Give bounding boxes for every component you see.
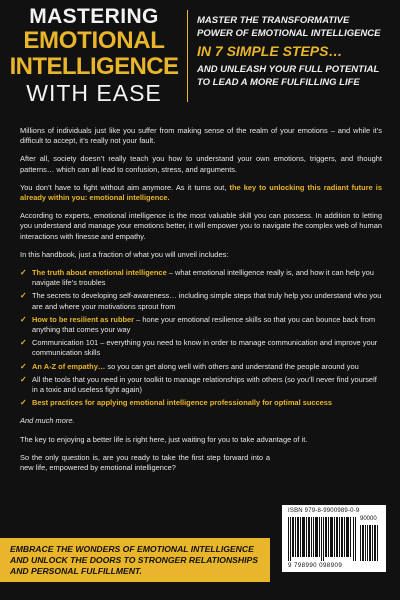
check-icon: ✓: [20, 291, 27, 301]
list-item: [20, 268, 382, 288]
tagline-highlight: IN 7 SIMPLE STEPS…: [197, 43, 343, 59]
list-item-text: – what emotional intelligence really is, and how it can help you navigate life’s troubles: [32, 268, 374, 288]
list-item-highlight: An A-Z of empathy…: [32, 361, 106, 371]
paragraph-1: Millions of individuals just like you suffer from making sense of the realm of your emotions – and while it’s difficult to accept, it’s really not your fault.: [20, 126, 382, 146]
barcode-digits: 9 798990 098909: [288, 562, 343, 569]
barcode-bars: [288, 517, 358, 561]
paragraph-4: According to experts, emotional intelligence is the most valuable skill you can possess. In addition to letting you understand and manage your emotions better, it will empower you to navigate the complex web of human interactions with finesse and empathy.: [20, 211, 382, 241]
book-title: [8, 6, 180, 106]
list-item-text: All the tools that you need in your toolkit to manage relationships with others (so you’ll never find yourself in a toxic and useless fight again): [32, 374, 377, 395]
list-item-text: The secrets to developing self-awareness… including simple steps that truly help you understand who you are and where your motivations sprout from: [32, 291, 382, 311]
paragraph-3: [20, 183, 382, 203]
paragraph-8: So the only question is, are you ready to take the first step forward into a new life, empowered by emotional intelligence?: [20, 452, 270, 473]
list-item: [20, 362, 382, 372]
list-item: [20, 375, 382, 395]
check-icon: ✓: [20, 361, 27, 371]
benefit-list: [20, 268, 382, 408]
list-item: [20, 398, 382, 408]
tagline-line-2: POWER OF EMOTIONAL INTELLIGENCE: [197, 28, 381, 39]
check-icon: ✓: [20, 374, 27, 384]
addon-barcode-bars: [360, 525, 380, 561]
header-divider: [187, 10, 188, 102]
list-item-text: – hone your emotional resilience skills so that you can bounce back from anything that comes your way: [32, 314, 376, 335]
header: [0, 0, 400, 118]
list-item-highlight: How to be resilient as rubber: [32, 314, 135, 324]
list-item: [20, 291, 382, 311]
blurb: [20, 126, 382, 481]
list-item-text: Communication 101 – everything you need to know in order to manage communication and improve your communication skills: [32, 338, 378, 358]
check-icon: ✓: [20, 338, 27, 348]
paragraph-3-text: You don’t have to fight without aim anymore. As it turns out,: [20, 182, 230, 192]
paragraph-2: After all, society doesn’t really teach you how to understand your own emotions, triggers, and thought patterns… which can all lead to confusion, stress, and arguments.: [20, 154, 382, 174]
tagline-line-4: TO LEAD A MORE FULFILLING LIFE: [197, 77, 360, 88]
title-line-3: INTELLIGENCE: [9, 53, 179, 80]
tagline-line-3: AND UNLEASH YOUR FULL POTENTIAL: [197, 64, 380, 75]
title-line-1: MASTERING: [29, 5, 159, 28]
tagline-line-1: MASTER THE TRANSFORMATIVE: [197, 15, 350, 26]
list-item: [20, 315, 382, 335]
price-code: 90000: [360, 516, 377, 522]
bottom-banner: [0, 538, 270, 582]
list-item-highlight: Best practices for applying emotional intelligence professionally for optimal success: [32, 398, 333, 408]
paragraph-6: And much more.: [20, 416, 75, 426]
list-item-highlight: The truth about emotional intelligence: [32, 268, 167, 278]
check-icon: ✓: [20, 268, 27, 278]
tagline: [197, 14, 397, 89]
title-line-4: WITH EASE: [26, 80, 162, 106]
paragraph-7: The key to enjoying a better life is right here, just waiting for you to take advantage of it.: [20, 434, 308, 444]
list-item: [20, 338, 382, 358]
paragraph-5: In this handbook, just a fraction of what you will unveil includes:: [20, 249, 229, 259]
banner-text: EMBRACE THE WONDERS OF EMOTIONAL INTELLIGENCE AND UNLOCK THE DOORS TO STRONGER RELATIONSHIPS AND PERSONAL FULFILLMENT.: [10, 544, 258, 576]
barcode: [282, 505, 386, 572]
isbn-label: ISBN 979-8-9900989-0-9: [288, 508, 360, 514]
check-icon: ✓: [20, 398, 27, 408]
paragraph-3-highlight: the key to unlocking this radiant future is already within you: emotional intelligence.: [20, 182, 383, 203]
list-item-text: so you can get along well with others and understand the people around you: [105, 361, 359, 371]
title-line-2: EMOTIONAL: [23, 27, 165, 54]
check-icon: ✓: [20, 314, 27, 324]
